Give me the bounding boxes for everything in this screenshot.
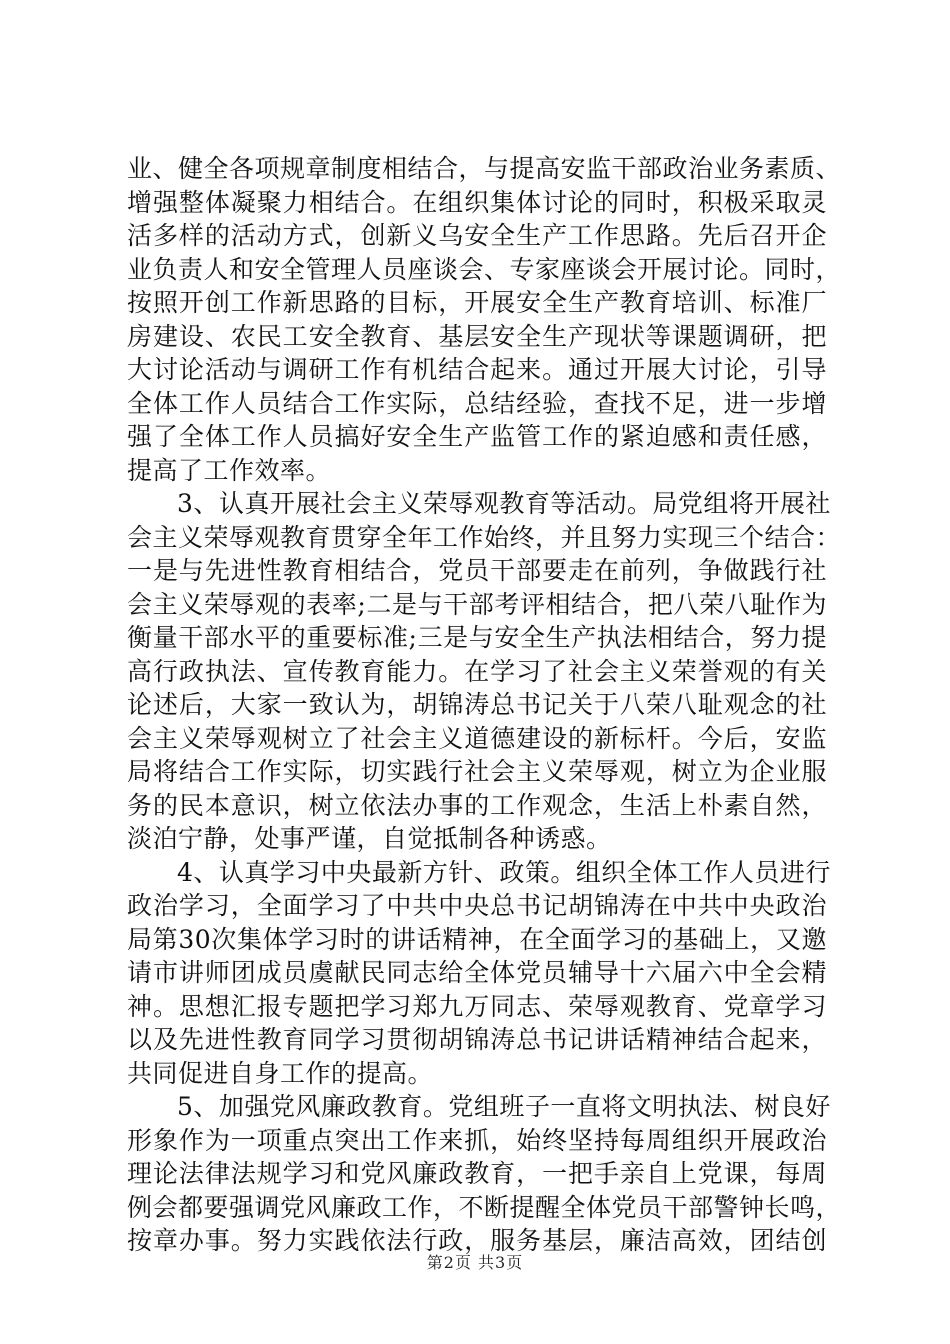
text-line: 局第30次集体学习时的讲话精神，在全面学习的基础上，又邀 <box>127 924 827 954</box>
text-line: 业、健全各项规章制度相结合，与提高安监干部政治业务素质、 <box>127 154 842 183</box>
page-number: 第2页 共3页 <box>426 1253 524 1272</box>
text-line: 活多样的活动方式，创新义乌安全生产工作思路。先后召开企 <box>127 221 827 250</box>
text-line: 衡量干部水平的重要标准;三是与安全生产执法相结合，努力提 <box>127 623 827 652</box>
text-line: 形象作为一项重点突出工作来抓，始终坚持每周组织开展政治 <box>127 1125 827 1155</box>
text-line: 务的民本意识，树立依法办事的工作观念，生活上朴素自然， <box>127 790 827 820</box>
text-line: 论述后，大家一致认为，胡锦涛总书记关于八荣八耻观念的社 <box>127 690 827 719</box>
text-line: 会主义荣辱观的表率;二是与干部考评相结合，把八荣八耻作为 <box>127 589 827 619</box>
text-line: 高行政执法、宣传教育能力。在学习了社会主义荣誉观的有关 <box>127 656 827 686</box>
text-line: 4、认真学习中央最新方针、政策。组织全体工作人员进行 <box>177 857 831 887</box>
text-line: 以及先进性教育同学习贯彻胡锦涛总书记讲话精神结合起来， <box>127 1025 827 1054</box>
text-line: 按照开创工作新思路的目标，开展安全生产教育培训、标准厂 <box>127 288 827 317</box>
text-line: 共同促进自身工作的提高。 <box>127 1058 434 1088</box>
text-line: 政治学习，全面学习了中共中央总书记胡锦涛在中共中央政治 <box>127 891 827 920</box>
text-line: 请市讲师团成员虞献民同志给全体党员辅导十六届六中全会精 <box>127 958 827 987</box>
text-line: 一是与先进性教育相结合，党员干部要走在前列，争做践行社 <box>127 556 827 585</box>
text-line: 淡泊宁静，处事严谨，自觉抵制各种诱惑。 <box>127 824 612 853</box>
text-line: 理论法律法规学习和党风廉政教育，一把手亲自上党课，每周 <box>127 1159 827 1188</box>
text-line: 5、加强党风廉政教育。党组班子一直将文明执法、树良好 <box>177 1092 831 1121</box>
text-line: 强了全体工作人员搞好安全生产监管工作的紧迫感和责任感， <box>127 422 827 451</box>
text-line: 房建设、农民工安全教育、基层安全生产现状等课题调研，把 <box>127 321 827 351</box>
text-line: 提高了工作效率。 <box>127 455 332 485</box>
document-body <box>127 152 842 1258</box>
text-line: 会主义荣辱观树立了社会主义道德建设的新标杆。今后，安监 <box>127 723 827 753</box>
page-footer <box>0 1250 950 1273</box>
text-line: 3、认真开展社会主义荣辱观教育等活动。局党组将开展社 <box>177 489 831 518</box>
text-line: 按章办事。努力实践依法行政，服务基层，廉洁高效，团结创 <box>127 1226 827 1255</box>
text-line: 业负责人和安全管理人员座谈会、专家座谈会开展讨论。同时， <box>127 254 842 284</box>
text-line: 局将结合工作实际，切实践行社会主义荣辱观，树立为企业服 <box>127 757 827 786</box>
text-line: 大讨论活动与调研工作有机结合起来。通过开展大讨论，引导 <box>127 355 827 384</box>
text-line: 增强整体凝聚力相结合。在组织集体讨论的同时，积极采取灵 <box>127 187 827 217</box>
text-line: 神。思想汇报专题把学习郑九万同志、荣辱观教育、党章学习 <box>127 991 827 1021</box>
text-line: 全体工作人员结合工作实际，总结经验，查找不足，进一步增 <box>127 388 827 418</box>
text-line: 例会都要强调党风廉政工作，不断提醒全体党员干部警钟长鸣， <box>127 1192 842 1222</box>
text-line: 会主义荣辱观教育贯穿全年工作始终，并且努力实现三个结合： <box>127 522 842 552</box>
